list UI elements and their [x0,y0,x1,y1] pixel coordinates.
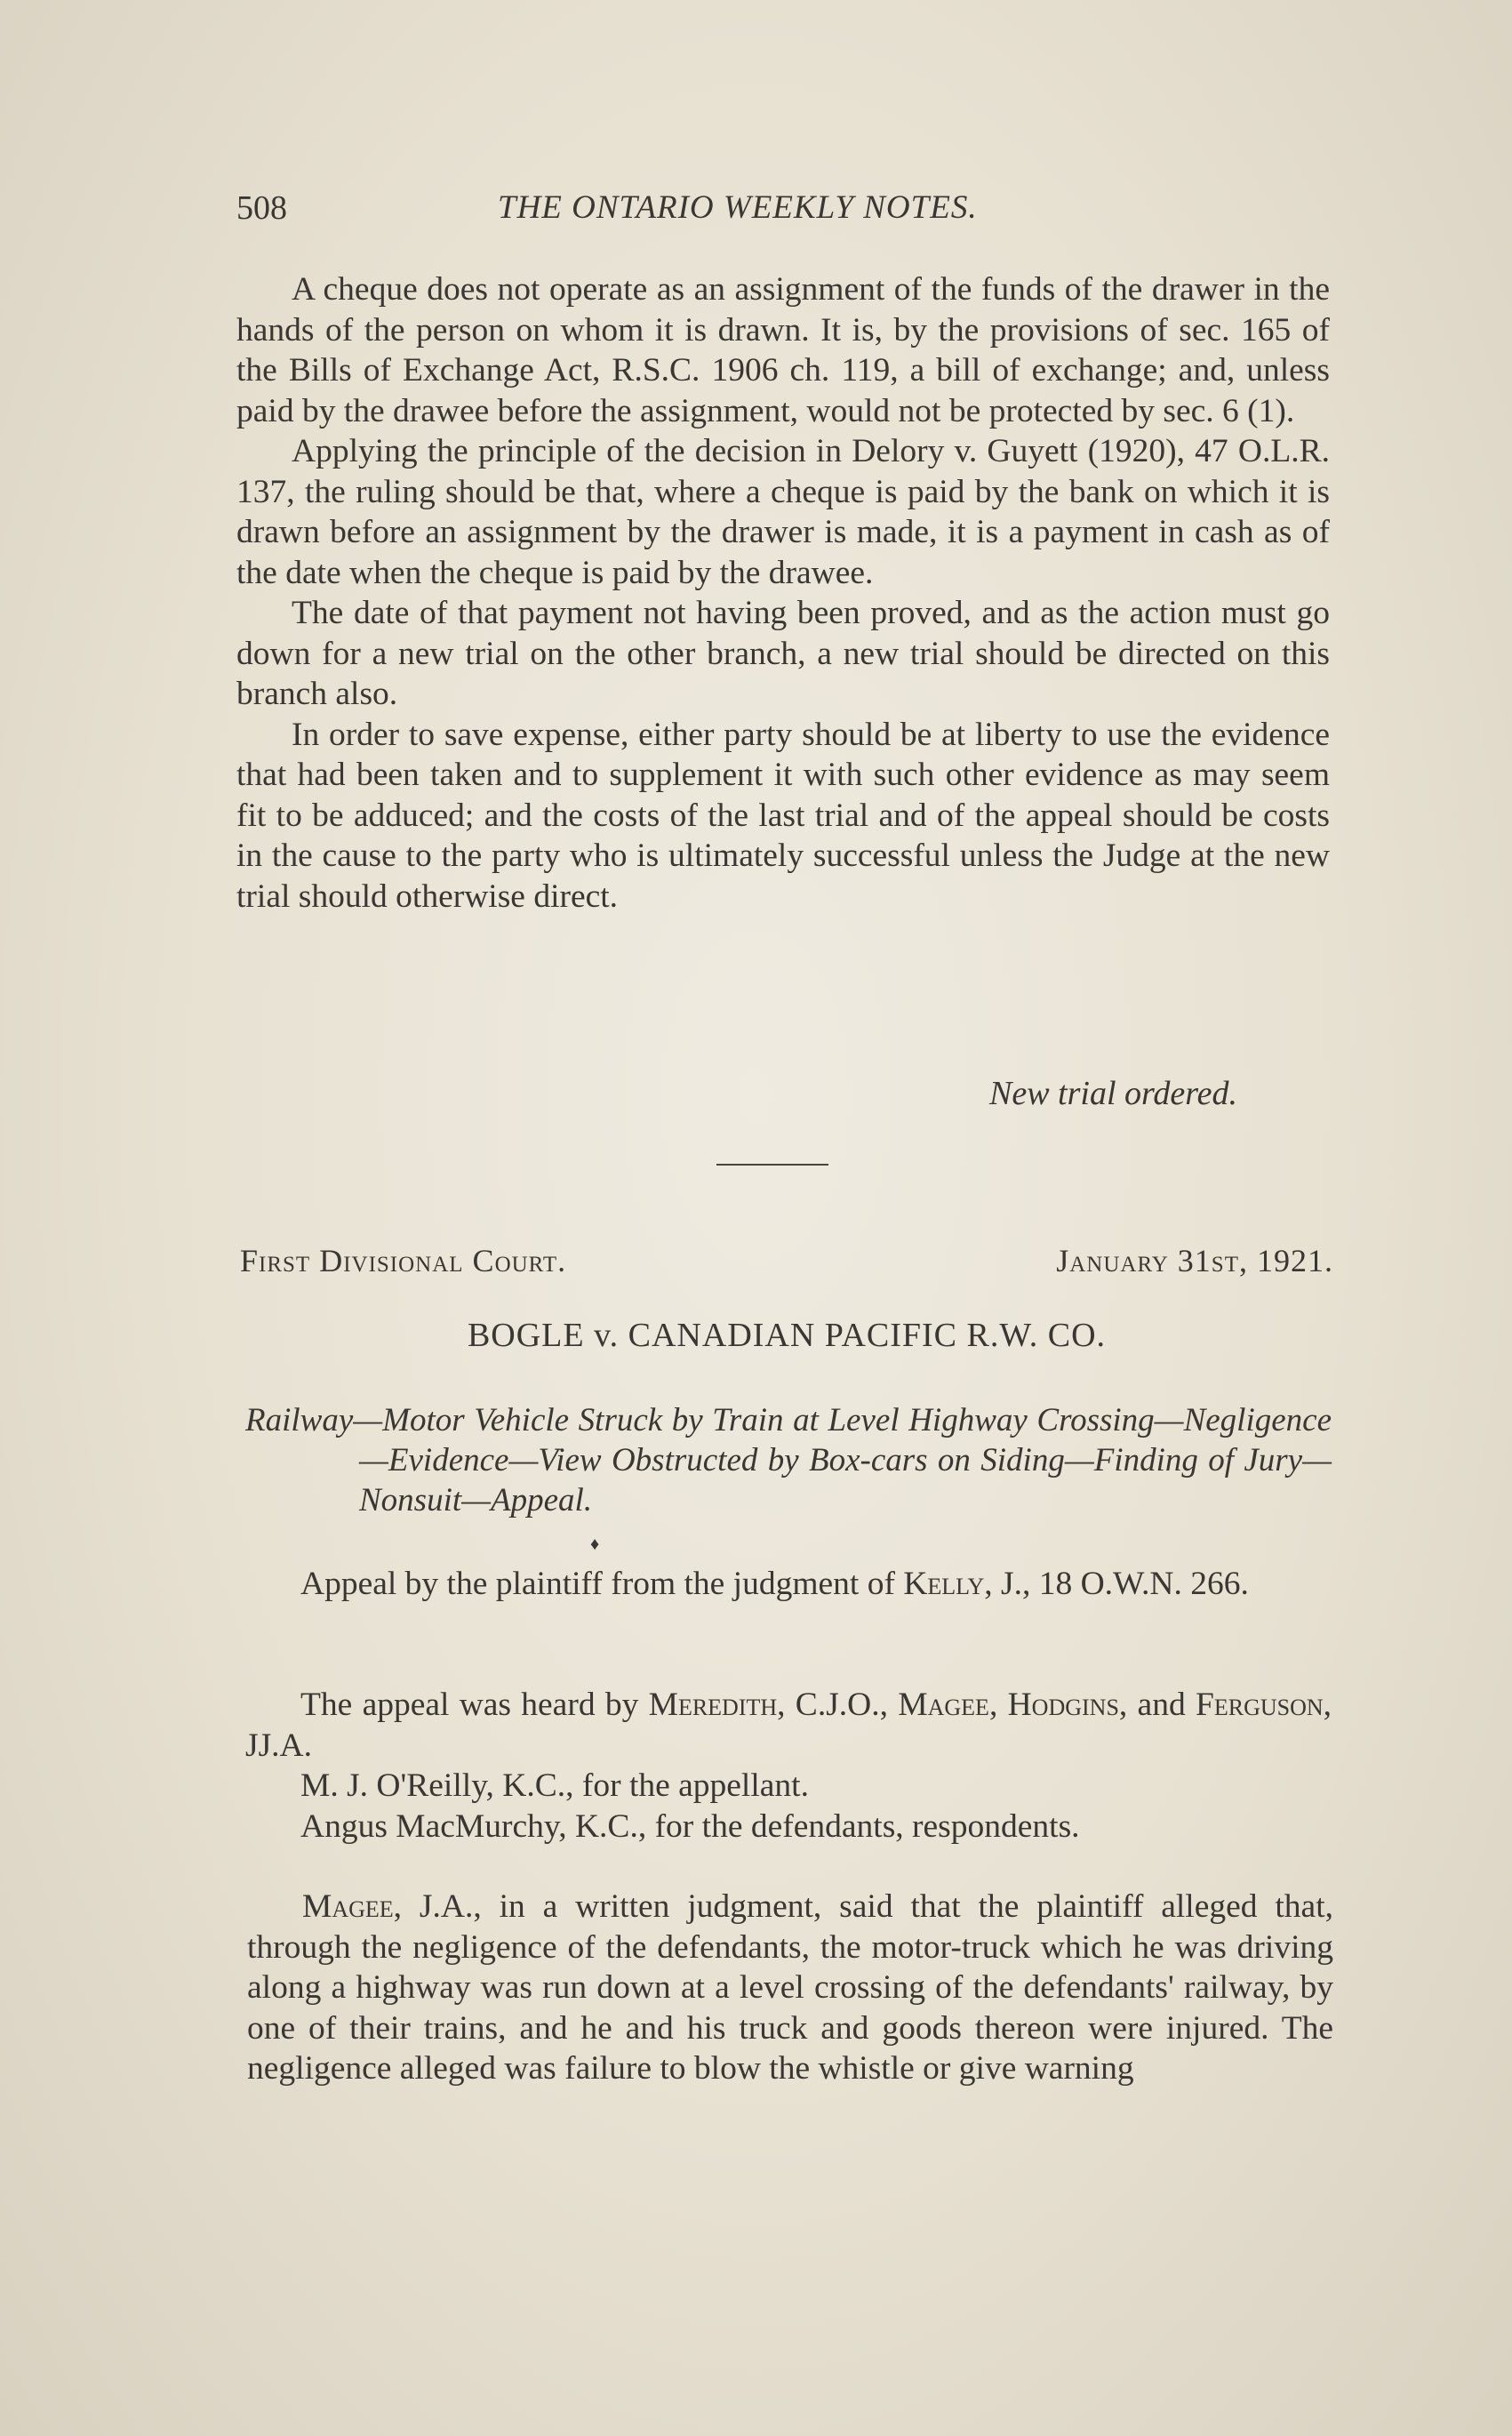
judgment-date: January 31st, 1921. [1056,1243,1333,1278]
counsel-appellant: M. J. O'Reilly, K.C., for the appellant. [300,1767,809,1804]
separator-mark: ♦ [590,1535,600,1554]
judgment-paragraph [247,1887,1333,2089]
paragraph-costs: In order to save expense, either party should be at liberty to use the evidence that had been taken and to supplement it with such other evidence as may seem fit to be adduced; and the costs of the last trial and of the appeal should be costs in the cause to the party who is ultimately successful unless the Judge at the new trial should otherwise direct. [236,716,1330,915]
paragraph-delory: Applying the principle of the decision in Delory v. Guyett (1920), 47 O.L.R. 137, the ruling should be that, where a cheque is paid by the bank on which it is drawn before an assignment by the drawer is made, it is a payment in cash as of the date when the cheque is paid by the drawee. [236,433,1330,591]
case-title: BOGLE v. CANADIAN PACIFIC R.W. CO. [467,1317,1107,1354]
trial-judge-name: Kelly [903,1566,985,1602]
appeal-paragraph [245,1564,1332,1605]
opening-text [236,269,1330,917]
heard-sep-1: , C.J.O., [777,1687,899,1723]
running-head: THE ONTARIO WEEKLY NOTES. [498,189,978,226]
court-name: First Divisional Court. [240,1243,567,1278]
judgment-block [247,1887,1333,2089]
result-new-trial-ordered: New trial ordered. [989,1075,1238,1112]
paragraph-assignment: A cheque does not operate as an assignment of the funds of the drawer in the hands of the person on whom it is drawn. It is, by the provisions of sec. 165 of the Bills of Exchange Act, R.S.C. 1906 ch. 119, a bill of exchange; and, unless paid by the drawee before the assignment, would not be protected by sec. 6 (1). [236,271,1330,429]
heard-end: , JJ.A. [245,1687,1332,1764]
counsel-respondents: Angus MacMurchy, K.C., for the defendants, respondents. [300,1807,1080,1845]
page-number: 508 [236,189,287,227]
section-divider [716,1164,828,1166]
appeal-citation: , J., 18 O.W.N. 266. [984,1566,1249,1602]
page-header [236,188,1330,231]
headnote-text: Railway—Motor Vehicle Struck by Train at Level Highway Crossing—Negligence—Evidence—View Obstructed by Box-cars on Siding—Finding of Jury—Nonsuit—Appeal. [245,1402,1332,1518]
court-line [240,1242,1333,1286]
appeal-intro [245,1564,1332,1605]
judgment-judge: Magee [302,1888,394,1925]
paragraph-new-trial: The date of that payment not having been proved, and as the action must go down for a new trial on the other branch, a new trial should be directed on this branch also. [236,595,1330,712]
judge-ferguson: Ferguson [1195,1687,1324,1723]
heard-text: The appeal was heard by [300,1687,649,1723]
appeal-text: Appeal by the plaintiff from the judgment of [300,1566,904,1602]
judgment-text: , J.A., in a written judgment, said that the plaintiff alleged that, through the negligence of the defendants, the motor-truck which he was driving along a highway was run down at a level crossing of the defendants' railway, by one of their trains, and he and his truck and goods thereon were injured. The negligence alleged was failure to blow the whistle or give warning [247,1888,1333,2087]
headnote [245,1400,1332,1520]
heard-by-paragraph [245,1685,1332,1766]
judge-magee: Magee [898,1687,989,1723]
heard-sep-3: , and [1118,1687,1196,1723]
hearing-block [245,1685,1332,1847]
heard-sep-2: , [988,1687,1008,1723]
judge-hodgins: Hodgins [1007,1687,1119,1723]
judge-meredith: Meredith [648,1687,778,1723]
